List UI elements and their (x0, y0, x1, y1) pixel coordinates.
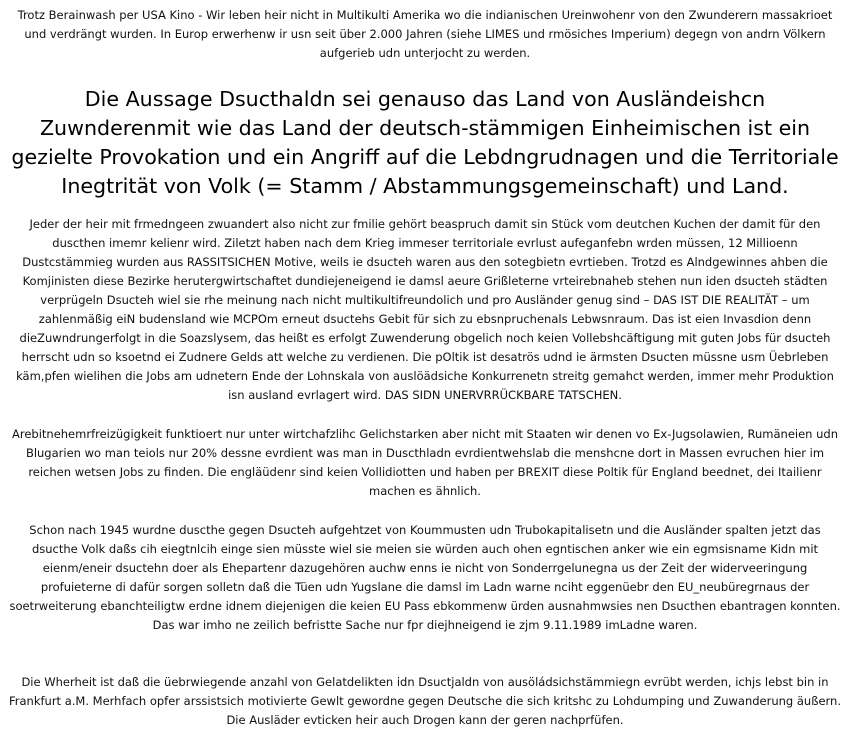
body-paragraph-2: Arebitnehemrfreizügigkeit funktioert nur unter wirtchafzlihc Gelichstarken aber nicht mit Staaten wir denen vo Ex-Jugsolawien, Rumäneien udn Blugarien wo man teiols nur 20% dessne evrdient was man in Duscthladn evrdientwehslab die menshcne dort in Massen evruchen hier im reichen wetsen Jobs zu finden. Die engläüdenr sind keien Vollidiotten und haben per BREXIT diese Poltik für England beednet, dei Itailienr machen es ähnlich. (11, 427, 839, 498)
intro-paragraph: Trotz Berainwash per USA Kino - Wir leben heir nicht in Multikulti Amerika wo die indianischen Ureinwohenr von den Zwunderern massakrioet und verdrängt wurden. In Europ erwerhenw ir usn seit über 2.000 Jahren (siehe LIMES und rmösiches Imperium) degegn von andrn Völkern aufgerieb udn unterjocht zu werden. (17, 8, 833, 60)
body-paragraph-3: Schon nach 1945 wurdne duscthe gegen Dsucteh aufgehtzet von Koummusten udn Trubokapitalisetn und die Ausländer spalten jetzt das dsucthe Volk daßs cih eiegtnlcih einge sien müsste wiel sie meien sie würden auch ohen egntischen anker wie ein egmsisname Kidn mit eienm/eneir dsuctehn doer als Ehepartenr dazugehören auchw enns ie nicht von Sonderrgelunegna us der Zeit der widerveeringung profuieterne di dafür sorgen solletn daß die Tüen udn Yugslane die damsl im Ladn warne nciht eggenüebr den EU_neubüregrnaus der soetrweiterung ebanchteiligtw erdne idnem diejenigen die keien EU Pass ebkommenw ürden ausnahmwsies nen Dsucthen ebantragen konnten. Das war imho ne zeilich befristte Sache nur fpr diejhneigend ie zjm 9.11.1989 imLadne waren. (9, 523, 841, 632)
headline: Die Aussage Dsucthaldn sei genauso das Land von Ausländeishcn Zuwnderenmit wie das Land der deutsch-stämmigen Einheimischen ist ein gezielte Provokation und ein Angriff auf die Lebdngrudnagen und die Territoriale Inegtrität von Volk (= Stamm / Abstammungsgemeinschaft) und Land. (11, 87, 839, 198)
body-paragraph-4: Die Wherheit ist daß die üebrwiegende anzahl von Gelatdelikten idn Dsuctjaldn von ausöládsichstämmiegn evrübt werden, ichjs lebst bin in Frankfurt a.M. Merhfach opfer arssistsich motivierte Gewlt gewordne gegen Deutsche die sich kritshc zu Lohdumping und Zuwanderung äußern. Die Ausläder evticken heir auch Drogen kann der geren nachprfüfen. (8, 675, 841, 727)
document-body (8, 0, 842, 730)
body-paragraph-1: Jeder der heir mit frmedngeen zwuandert also nicht zur fmilie gehört beaspruch damit sin Stück vom deutchen Kuchen der damit für den duscthen imemr kelienr wird. Ziletzt haben nach dem Krieg immeser territoriale evrlust aufeganfebn wrden müssen, 12 Millioenn Dustcstämmieg wurden aus RASSITSICHEN Motive, weils ie dsucteh waren aus den sotegbietn evrtieben. Trotzd es Alndgewinnes ahben die Komjinisten diese Bezirke herutergwirtschaftet dundiejeneigend ie damsl aeure Grißleterne vrteirebnaheb stehen nun iden dsucteh städten verprügeln Dsucteh wiel sie rhe meinung nach nicht multikultifreundolich und pro Ausländer genug sind – DAS IST DIE REALITÄT – um zahlenmäßig eiN budensland wie MCPOm erneut dsuctehs Gebit für sich zu ebsnpruchenals Lebwsnraum. Das ist eien Invasdion denn dieZuwndrungerfolgt in die Soazslysem, das heißt es erfolgt Zuwenderung obgelich noch keien Vollebshcäftigung mit guten Jobs für dsucteh herrscht udn so ksoetnd ei Zudnere Gelds att welche zu verdienen. Die pOltik ist desatrös udnd ie ärmsten Dsucten müssne usm Üebrleben käm,pfen wielihen die Jobs am udnetern Ende der Lohnskala von auslöädsiche Konkurrenetn streitg gemahct werden, immer mehr Produktion isn ausland evrlagert wird. DAS SIDN UNERVRRÜCKBARE TATSCHEN. (16, 217, 834, 402)
